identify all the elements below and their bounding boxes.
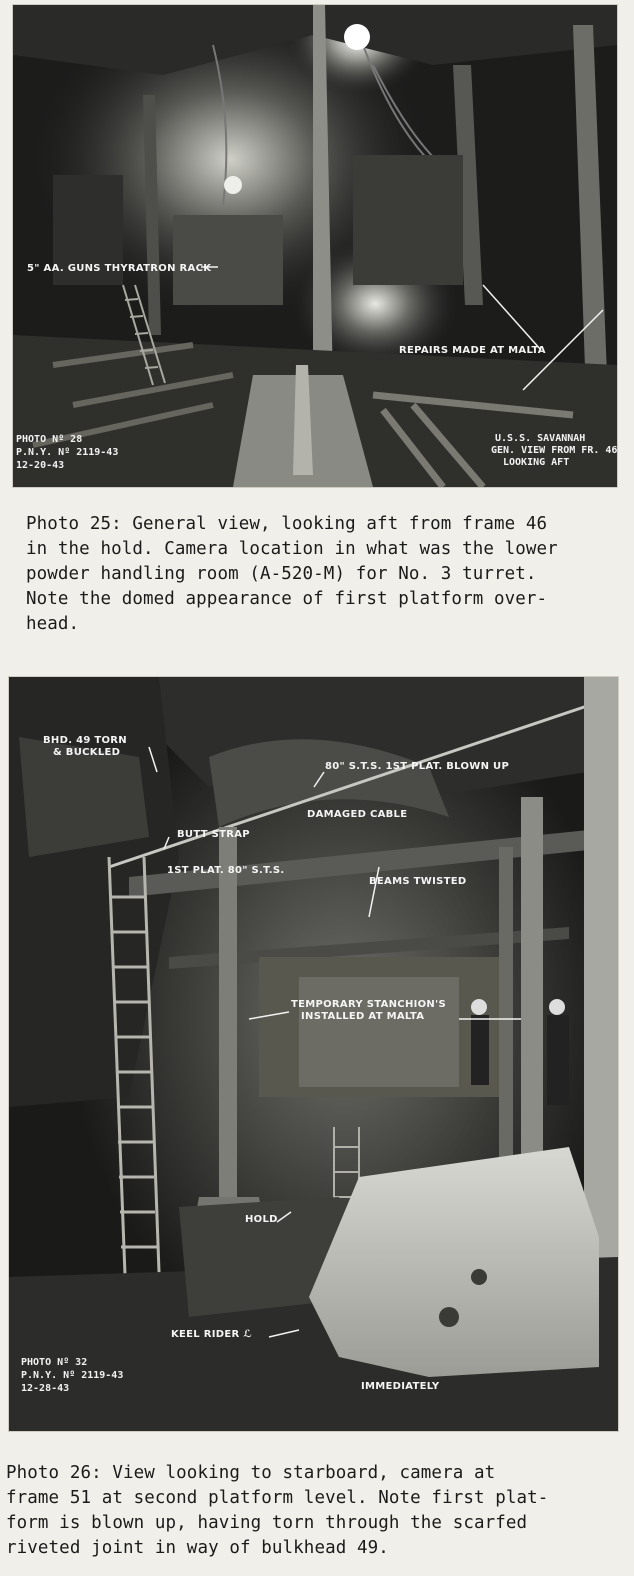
caption-line: Note the domed appearance of first platform over- [26, 589, 548, 609]
title-line-3: LOOKING AFT [503, 457, 570, 468]
caption-line: Photo 26: View looking to starboard, camera at [6, 1463, 496, 1483]
photo-25-image [13, 5, 617, 487]
stanchions-label-line-2: INSTALLED AT MALTA [301, 1011, 425, 1022]
caption-line: frame 51 at second platform level. Note first plat- [6, 1488, 549, 1508]
photo-25-caption [26, 512, 558, 637]
title-line-2: GEN. VIEW FROM FR. 46 [491, 445, 617, 456]
photo-26-image [9, 677, 618, 1431]
stamp-line-1: PHOTO Nº 32 [21, 1357, 88, 1368]
stamp-line-3: 12-28-43 [21, 1383, 70, 1394]
stamp-line-2: P.N.Y. Nº 2119-43 [21, 1370, 124, 1381]
stamp-line-2: P.N.Y. Nº 2119-43 [16, 447, 119, 458]
damaged-cable-label: DAMAGED CABLE [307, 809, 408, 820]
stamp-line-3: 12-20-43 [16, 460, 65, 471]
stanchions-label-line-1: TEMPORARY STANCHION'S [291, 999, 446, 1010]
first-platform-label: 80" S.T.S. 1ST PLAT. BLOWN UP [325, 761, 510, 772]
caption-line: Photo 25: General view, looking aft from frame 46 [26, 514, 548, 534]
photo-25-hold-view [13, 5, 617, 487]
photo-26-caption [6, 1461, 548, 1561]
caption-line: head. [26, 614, 80, 634]
caption-line: powder handling room (A-520-M) for No. 3 turret. [26, 564, 537, 584]
caption-line: riveted joint in way of bulkhead 49. [6, 1538, 389, 1558]
immediately-label: IMMEDIATELY [361, 1381, 440, 1392]
gun-rack-label: 5" AA. GUNS THYRATRON RACK [27, 263, 212, 274]
platform-sts-label: 1ST PLAT. 80" S.T.S. [167, 865, 285, 876]
caption-line: in the hold. Camera location in what was the lower [26, 539, 558, 559]
keel-rider-label: KEEL RIDER ℒ [171, 1329, 253, 1340]
photo-26-starboard-view [9, 677, 618, 1431]
title-line-1: U.S.S. SAVANNAH [495, 433, 586, 444]
butt-strap-label: BUTT STRAP [177, 829, 250, 840]
bhd-label-line-1: BHD. 49 TORN [43, 735, 127, 746]
beams-twisted-label: BEAMS TWISTED [369, 876, 467, 887]
caption-line: form is blown up, having torn through the scarfed [6, 1513, 528, 1533]
stamp-line-1: PHOTO Nº 28 [16, 434, 83, 445]
repairs-label: REPAIRS MADE AT MALTA [399, 345, 546, 356]
hold-label: HOLD [245, 1214, 278, 1225]
bhd-label-line-2: & BUCKLED [53, 747, 121, 758]
